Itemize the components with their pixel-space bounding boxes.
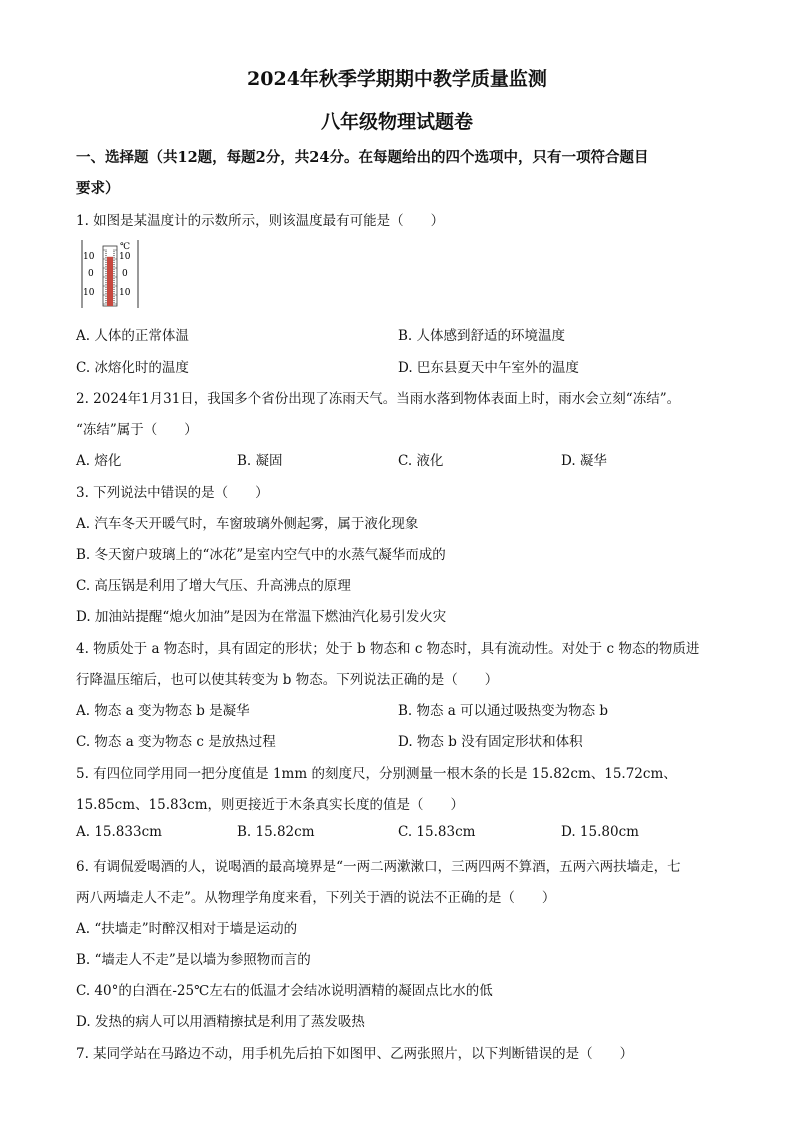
q4-option-b: B. 物态 a 可以通过吸热变为物态 b — [398, 703, 609, 719]
question-7-stem: 7. 某同学站在马路边不动，用手机先后拍下如图甲、乙两张照片，以下判断错误的是（ ） — [76, 1046, 634, 1062]
q2-option-d: D. 凝华 — [561, 453, 607, 469]
question-6-line2: 两八两墙走人不走”。从物理学角度来看，下列关于酒的说法不正确的是（ ） — [76, 890, 556, 906]
q3-option-c: C. 高压锅是利用了增大气压、升高沸点的原理 — [76, 578, 351, 594]
question-1-stem: 1. 如图是某温度计的示数所示，则该温度最有可能是（ ） — [76, 213, 445, 229]
q1-option-d: D. 巴东县夏天中午室外的温度 — [398, 360, 579, 376]
question-2-line1: 2. 2024年1月31日，我国多个省份出现了冻雨天气。当雨水落到物体表面上时，雨水会立刻“冻结”。 — [76, 391, 681, 407]
question-3-stem: 3. 下列说法中错误的是（ ） — [76, 485, 269, 501]
question-5-line2: 15.85cm、15.83cm，则更接近于木条真实长度的值是（ ） — [76, 797, 465, 813]
q5-option-d: D. 15.80cm — [561, 824, 639, 840]
q6-option-c: C. 40°的白酒在-25℃左右的低温才会结冰说明酒精的凝固点比水的低 — [76, 983, 493, 999]
q4-option-d: D. 物态 b 没有固定形状和体积 — [398, 734, 583, 750]
q2-option-c: C. 液化 — [398, 453, 444, 469]
thermometer-right-label-top: 10 — [119, 252, 131, 262]
question-4-line2: 行降温压缩后，也可以使其转变为 b 物态。下列说法正确的是（ ） — [76, 672, 499, 688]
section-heading-cont: 要求） — [76, 180, 120, 197]
section-heading: 一、选择题（共12题，每题2分，共24分。在每题给出的四个选项中，只有一项符合题目 — [76, 149, 649, 166]
q5-option-c: C. 15.83cm — [398, 824, 476, 840]
exam-subtitle: 八年级物理试题卷 — [320, 111, 473, 133]
q4-option-a: A. 物态 a 变为物态 b 是凝华 — [76, 703, 250, 719]
q5-option-a: A. 15.833cm — [76, 824, 162, 840]
thermometer-left-scale — [83, 252, 95, 298]
q1-option-c: C. 冰熔化时的温度 — [76, 360, 189, 376]
question-5-line1: 5. 有四位同学用同一把分度值是 1mm 的刻度尺，分别测量一根木条的长是 15.82cm、15.72cm、 — [76, 766, 677, 782]
q1-option-b: B. 人体感到舒适的环境温度 — [398, 328, 566, 344]
question-4-line1: 4. 物质处于 a 物态时，具有固定的形状；处于 b 物态和 c 物态时，具有流动性。对处于 c 物态的物质进 — [76, 641, 700, 657]
exam-title: 2024年秋季学期期中教学质量监测 — [247, 68, 547, 90]
q1-option-a: A. 人体的正常体温 — [76, 328, 189, 344]
question-2-line2: “冻结”属于（ ） — [76, 422, 198, 438]
q3-option-b: B. 冬天窗户玻璃上的“冰花”是室内空气中的水蒸气凝华而成的 — [76, 547, 446, 563]
q5-option-b: B. 15.82cm — [237, 824, 315, 840]
thermometer-right-label-bottom: 10 — [119, 288, 131, 298]
q6-option-a: A. “扶墙走”时醉汉相对于墙是运动的 — [76, 921, 298, 937]
thermometer-unit: ℃ — [120, 242, 131, 252]
thermometer-figure — [80, 240, 140, 308]
thermometer-liquid — [107, 257, 113, 306]
q3-option-a: A. 汽车冬天开暖气时，车窗玻璃外侧起雾，属于液化现象 — [76, 516, 419, 532]
q2-option-a: A. 熔化 — [76, 453, 122, 469]
thermometer-left-label-bottom: 10 — [83, 288, 95, 298]
question-6-line1: 6. 有调侃爱喝酒的人，说喝酒的最高境界是“一两二两漱漱口，三两四两不算酒，五两六两扶墙走，七 — [76, 859, 681, 875]
q3-option-d: D. 加油站提醒“熄火加油”是因为在常温下燃油汽化易引发火灾 — [76, 609, 447, 625]
q2-option-b: B. 凝固 — [237, 453, 283, 469]
q6-option-d: D. 发热的病人可以用酒精擦拭是利用了蒸发吸热 — [76, 1014, 365, 1030]
thermometer-left-label-top: 10 — [83, 252, 95, 262]
thermometer-right-label-mid: 0 — [122, 269, 128, 279]
thermometer-right-scale — [119, 252, 131, 298]
q6-option-b: B. “墙走人不走”是以墙为参照物而言的 — [76, 952, 311, 968]
q4-option-c: C. 物态 a 变为物态 c 是放热过程 — [76, 734, 276, 750]
thermometer-left-label-mid: 0 — [88, 269, 94, 279]
